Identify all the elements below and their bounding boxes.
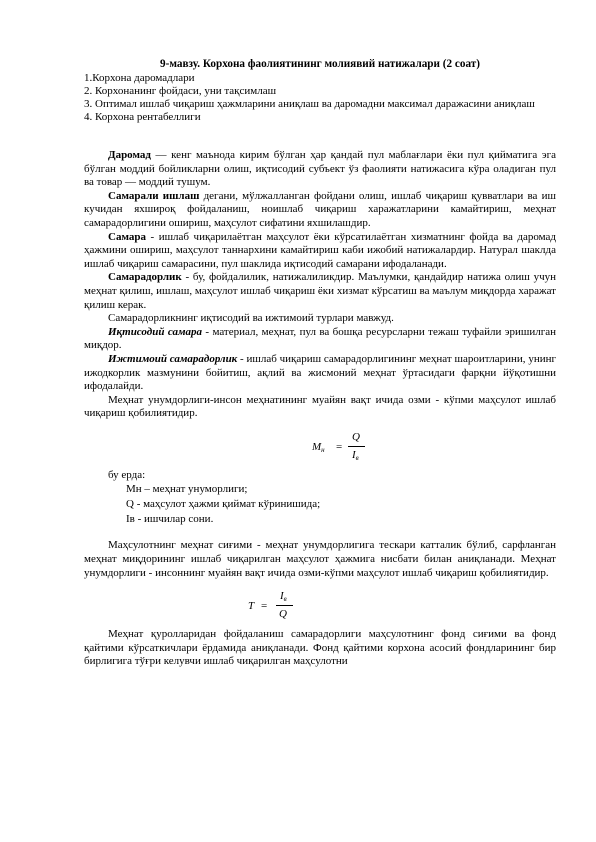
term: Самарадорлик (108, 271, 182, 284)
paragraph-efficiency-types: Самарадорликнинг иқтисодий ва ижтимоий турлари мавжуд. (108, 312, 394, 325)
paragraph-efficient-work: Самарали ишлаш дегани, мўлжалланган фойдани олиш, ишлаб чиқариш қувватлари ва иш кучидан яхшироқ фойдаланиш, ноишлаб чиқариш харажатларини камайтириш, меҳнат самарадорлигини ошириш, маҳсулот сифатини яхшилашдир. (84, 189, 556, 229)
paragraph-fixed-assets: Меҳнат қуролларидан фойдаланиш самарадорлиги маҳсулотнинг фонд сиғими ва фонд қайтими кўрсаткичлари ёрдамида аниқланади. Фонд қайтими корхона асосий фондларининг бир бирлигига тўғри келувчи ишлаб чиқарилган маҳсулотни (84, 628, 556, 668)
term: Даромад (108, 149, 151, 161)
paragraph-income: Даромад — кенг маънода кирим бўлган ҳар қандай пул маблағлари ёки пул қийматига эга бўлган моддий бойликларни олиш, иқтисодий субъект ўз фаолияти натижасига кўра оладиган пул ва товар — моддий тушум. (84, 149, 556, 189)
topic-title: 9-мавзу. Корхона фаолиятининг молиявий натижалари (2 соат) (160, 58, 480, 70)
paragraph-efficiency: Самарадорлик - бу, фойдалилик, натижалиликдир. Маълумки, қандайдир натижа олиш учун меҳнат қилиш, ишлаш, маҳсулот ишлаб чиқариш ёки хизмат кўрсатиш ва маълум миқдорда харажат қилиш керак. (84, 271, 556, 311)
outline-item: 3. Оптимал ишлаб чиқариш ҳажмларини аниқлаш ва даромадни максимал даражасини аниқлаш (84, 98, 535, 110)
paragraph-labor-intensity: Маҳсулотнинг меҳнат сиғими - меҳнат унумдорлигига тескари катталик бўлиб, сарфланган меҳнат миқдорининг ишлаб чиқарилган маҳсулот ҳажмига нисбати билан аниқланади. Меҳнат унумдорлиги - инсоннинг муайян вақт ичида озми-кўпми маҳсулот ишлаб чиқариш қобилиятидир. (84, 539, 556, 579)
definition-item: Iв - ишчилар сони. (126, 513, 214, 526)
outline-item: 1.Корхона даромадлари (84, 72, 195, 84)
definition-item: Q - маҳсулот ҳажми қиймат кўринишида; (126, 498, 321, 511)
paragraph-economic-effect: Иқтисодий самара - материал, меҳнат, пул ва бошқа ресурсларни тежаш туфайли эришилган миқдор. (84, 325, 556, 352)
formula-labor-intensity: T = $I_в$ Q (84, 588, 556, 622)
term: Самарали ишлаш (108, 189, 200, 202)
term: Самара (108, 230, 146, 243)
paragraph-labor-productivity: Меҳнат унумдорлиги-инсон меҳнатининг муайян вақт ичида озми - кўпми маҳсулот ишлаб чиқариш қобилиятидир. (84, 393, 556, 420)
term: Ижтимоий самарадорлик (108, 352, 238, 365)
paragraph-social-efficiency: Ижтимоий самарадорлик - ишлаб чиқариш самарадорлигининг меҳнат шароитларини, унинг ижодкорлик мазмунини бойитиш, ақлий ва жисмоний меҳнат ўртасидаги фарқни йўқотишни ифодалайди. (84, 352, 556, 393)
outline-item: 4. Корхона рентабеллиги (84, 111, 201, 123)
topic-outline (84, 72, 556, 124)
definition-item: Мн – меҳнат унуморлиги; (126, 483, 248, 496)
formula-productivity: $M_н$ = Q $I_в$ (84, 429, 556, 463)
formula-definitions: бу ерда: Мн – меҳнат унуморлиги; Q - маҳсулот ҳажми қиймат кўринишида; Iв - ишчилар сони. (84, 469, 556, 528)
outline-item: 2. Корхонанинг фойдаси, уни тақсимлаш (84, 85, 277, 97)
term: Иқтисодий самара (108, 325, 202, 338)
paragraph-effect: Самара - ишлаб чиқарилаётган маҳсулот ёки кўрсатилаётган хизматнинг фойда ва даромад ҳажмини ошириш, маҳсулот таннархини камайтириш каби ижобий натижалардир. Натурал шаклда ишлаб чиқариш самарасини, пул шаклида иқтисодий самарани ифодаланади. (84, 230, 556, 270)
